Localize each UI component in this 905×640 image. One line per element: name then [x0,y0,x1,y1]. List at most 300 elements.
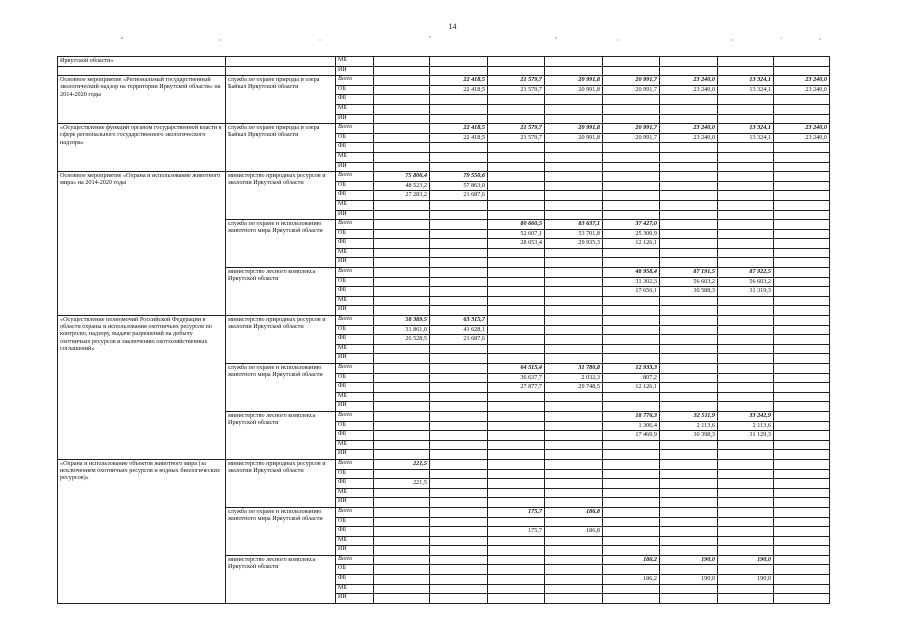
value-cell [774,316,830,326]
value-cell: 79 550,6 [430,172,488,182]
value-cell [774,584,830,594]
value-cell [430,248,488,258]
value-cell: 27 283,2 [374,191,430,201]
value-cell [430,210,488,220]
value-cell [488,143,545,153]
funding-source: ОБ [336,85,374,95]
value-cell [718,316,774,326]
value-cell: 37 427,0 [603,220,660,230]
value-cell [374,517,430,527]
value-cell [488,488,545,498]
value-cell [545,344,603,354]
value-cell: 31 861,0 [374,325,430,335]
value-cell [374,421,430,431]
value-cell [718,498,774,508]
funding-source: ФБ [336,239,374,249]
value-cell [430,383,488,393]
value-cell [374,143,430,153]
funding-source: ФБ [336,527,374,537]
value-cell [774,373,830,383]
measure-name: «Осуществление функций органом государственной власти в сфере регионального государственного экологического надзора» [58,124,226,172]
value-cell [774,507,830,517]
value-cell [660,239,718,249]
value-cell [603,536,660,546]
value-cell [660,392,718,402]
value-cell: 21 579,7 [488,124,545,134]
value-cell [430,411,488,421]
value-cell [374,575,430,585]
value-cell [774,555,830,565]
value-cell [718,536,774,546]
value-cell: 21 687,6 [430,335,488,345]
value-cell: 23 240,0 [660,85,718,95]
value-cell [660,258,718,268]
value-cell [660,479,718,489]
value-cell [545,181,603,191]
value-cell [660,459,718,469]
value-cell [488,450,545,460]
value-cell [660,162,718,172]
funding-source: Всего [336,172,374,182]
value-cell: 20 991,8 [545,76,603,86]
value-cell [603,527,660,537]
value-cell [774,220,830,230]
value-cell [660,344,718,354]
value-cell [545,172,603,182]
value-cell [374,258,430,268]
value-cell [488,287,545,297]
value-cell [488,555,545,565]
value-cell [430,354,488,364]
value-cell [718,296,774,306]
value-cell: 175,7 [488,527,545,537]
value-cell: 12 126,1 [603,383,660,393]
value-cell [545,498,603,508]
value-cell [774,277,830,287]
value-cell [774,469,830,479]
value-cell [430,104,488,114]
funding-source: ИИ [336,546,374,556]
value-cell [545,210,603,220]
value-cell [603,440,660,450]
funding-source: МБ [336,152,374,162]
value-cell [603,488,660,498]
header-row: Иркутской области» МБ [58,57,830,67]
value-cell [430,488,488,498]
value-cell [718,248,774,258]
value-cell: 31 319,3 [718,287,774,297]
value-cell: 64 515,4 [488,364,545,374]
value-cell [603,450,660,460]
value-cell [430,431,488,441]
value-cell [374,344,430,354]
value-cell [774,335,830,345]
value-cell [718,479,774,489]
value-cell [718,546,774,556]
funding-source: ИИ [336,306,374,316]
value-cell [660,316,718,326]
value-cell: 21 579,7 [488,133,545,143]
value-cell [545,268,603,278]
value-cell [774,594,830,604]
value-cell [374,507,430,517]
value-cell: 190,0 [718,575,774,585]
value-cell [430,450,488,460]
value-cell: 83 637,1 [545,220,603,230]
value-cell: 21 579,7 [488,76,545,86]
funding-source: ФБ [336,95,374,105]
value-cell: 12 126,1 [603,239,660,249]
value-cell [430,536,488,546]
value-cell [603,584,660,594]
value-cell [718,172,774,182]
value-cell [774,248,830,258]
value-cell [488,594,545,604]
value-cell [545,479,603,489]
executor-name: министерство лесного комплекса Иркутской области [226,268,336,316]
value-cell [545,546,603,556]
value-cell [374,527,430,537]
value-cell [603,296,660,306]
table-row [58,124,830,134]
funding-source: ИИ [336,162,374,172]
funding-source: МБ [336,392,374,402]
value-cell [430,584,488,594]
value-cell [718,306,774,316]
value-cell [488,296,545,306]
value-cell [660,114,718,124]
funding-source: МБ [336,440,374,450]
value-cell [374,133,430,143]
funding-source: МБ [336,488,374,498]
executor-name: служба по охране природы и озера Байкал Иркутской области [226,76,336,124]
funding-source: Всего [336,268,374,278]
value-cell [718,210,774,220]
value-cell [430,114,488,124]
funding-source: ФБ [336,335,374,345]
value-cell [545,162,603,172]
value-cell [718,392,774,402]
value-cell [374,287,430,297]
value-cell [774,440,830,450]
value-cell [603,248,660,258]
value-cell [603,546,660,556]
funding-source: ФБ [336,575,374,585]
funding-source: Всего [336,220,374,230]
value-cell [718,114,774,124]
value-cell [545,95,603,105]
value-cell: 25 300,9 [603,229,660,239]
table-row [58,172,830,182]
value-cell [718,191,774,201]
executor-name: министерство природных ресурсов и экологии Иркутской области [226,316,336,364]
value-cell [718,450,774,460]
value-cell [430,268,488,278]
value-cell: 87 191,5 [660,268,718,278]
value-cell [374,104,430,114]
table-row [58,76,830,86]
value-cell: 23 240,0 [660,133,718,143]
value-cell [660,306,718,316]
value-cell: 31 780,8 [545,364,603,374]
value-cell [774,411,830,421]
value-cell [660,181,718,191]
funding-source: МБ [336,104,374,114]
value-cell [718,335,774,345]
value-cell: 56 603,2 [718,277,774,287]
value-cell: 23 240,0 [660,76,718,86]
value-cell: 28 053,4 [488,239,545,249]
funding-source: ИИ [336,402,374,412]
value-cell [430,258,488,268]
value-cell: 26 528,5 [374,335,430,345]
value-cell [374,498,430,508]
value-cell: 21 579,7 [488,85,545,95]
funding-source: ФБ [336,479,374,489]
value-cell [374,277,430,287]
value-cell: 807,2 [603,373,660,383]
value-cell [430,95,488,105]
value-cell [603,181,660,191]
value-cell [718,344,774,354]
value-cell [774,114,830,124]
value-cell [660,229,718,239]
value-cell [545,258,603,268]
value-cell [718,383,774,393]
measure-name: Основное мероприятие «Охрана и использование животного мира» на 2014-2020 годы [58,172,226,316]
funding-source: Всего [336,124,374,134]
value-cell [718,364,774,374]
value-cell [660,354,718,364]
value-cell [545,450,603,460]
value-cell: 23 240,0 [774,124,830,134]
value-cell [430,200,488,210]
executor-name: министерство природных ресурсов и экологии Иркутской области [226,172,336,220]
value-cell [545,575,603,585]
value-cell [660,469,718,479]
value-cell [488,200,545,210]
value-cell [660,220,718,230]
executor-name: служба по охране природы и озера Байкал Иркутской области [226,124,336,172]
funding-source: ФБ [336,431,374,441]
value-cell [430,239,488,249]
executor-name: служба по охране и использованию животного мира Иркутской области [226,220,336,268]
measure-name: «Осуществление полномочий Российской Федерации в области охраны и использования охотничьих ресурсов по контролю, надзору, выдаче разрешений на добычу охотничьих ресурсов и заключению охотхозяйственных соглашений» [58,316,226,460]
value-cell [488,335,545,345]
value-cell: 20 991,8 [545,124,603,134]
value-cell [660,488,718,498]
value-cell [718,258,774,268]
value-cell [488,498,545,508]
value-cell [374,594,430,604]
value-cell [488,469,545,479]
value-cell [774,431,830,441]
value-cell [774,392,830,402]
value-cell [603,325,660,335]
value-cell [774,498,830,508]
value-cell [545,517,603,527]
value-cell [774,536,830,546]
value-cell [545,277,603,287]
value-cell [374,488,430,498]
value-cell [774,162,830,172]
funding-source: ФБ [336,143,374,153]
value-cell [718,162,774,172]
value-cell [718,488,774,498]
value-cell [603,114,660,124]
funding-source: ИИ [336,450,374,460]
value-cell: 21 687,6 [430,191,488,201]
value-cell [374,450,430,460]
value-cell [374,411,430,421]
value-cell [488,575,545,585]
value-cell [774,210,830,220]
value-cell [660,546,718,556]
funding-source: ОБ [336,133,374,143]
value-cell [718,527,774,537]
funding-source: МБ [336,584,374,594]
value-cell [374,555,430,565]
value-cell [718,373,774,383]
funding-source: Всего [336,316,374,326]
value-cell: 2 113,6 [718,421,774,431]
value-cell [545,536,603,546]
value-cell [545,421,603,431]
value-cell [718,143,774,153]
value-cell [718,152,774,162]
measure-name: «Охрана и использование объектов животного мира (за исключением охотничьих ресурсов и водных биологических ресурсов)» [58,459,226,603]
value-cell: 41 628,1 [430,325,488,335]
executor-name: министерство лесного комплекса Иркутской области [226,555,336,603]
value-cell: 2 113,6 [660,421,718,431]
value-cell: 13 324,1 [718,133,774,143]
value-cell [718,565,774,575]
value-cell [774,488,830,498]
value-cell: 13 324,1 [718,124,774,134]
value-cell [430,306,488,316]
value-cell [374,440,430,450]
value-cell: 190,0 [660,575,718,585]
executor-name: служба по охране и использованию животного мира Иркутской области [226,364,336,412]
value-cell [660,191,718,201]
value-cell [603,498,660,508]
value-cell [488,517,545,527]
value-cell [430,594,488,604]
value-cell [660,498,718,508]
value-cell: 2 032,3 [545,373,603,383]
value-cell [603,335,660,345]
value-cell: 36 637,7 [488,373,545,383]
value-cell [660,584,718,594]
value-cell [488,95,545,105]
value-cell: 52 607,1 [488,229,545,239]
value-cell [660,104,718,114]
value-cell [488,162,545,172]
value-cell [774,354,830,364]
value-cell: 87 922,5 [718,268,774,278]
value-cell [660,95,718,105]
page-number: 14 [448,22,457,31]
value-cell [488,191,545,201]
value-cell [374,536,430,546]
value-cell: 31 129,3 [718,431,774,441]
value-cell: 58 389,5 [374,316,430,326]
value-cell [374,229,430,239]
value-cell [545,488,603,498]
funding-source: ОБ [336,181,374,191]
value-cell [488,565,545,575]
value-cell [660,248,718,258]
value-cell [774,517,830,527]
value-cell [603,95,660,105]
value-cell [774,200,830,210]
funding-source: ОБ [336,373,374,383]
value-cell [374,162,430,172]
value-cell [603,143,660,153]
value-cell [488,316,545,326]
value-cell: 22 418,5 [430,85,488,95]
value-cell [488,421,545,431]
value-cell [545,565,603,575]
value-cell: 23 240,0 [774,76,830,86]
value-cell [430,479,488,489]
value-cell: 186,8 [545,507,603,517]
value-cell [430,555,488,565]
value-cell [774,479,830,489]
value-cell [488,258,545,268]
value-cell [430,373,488,383]
value-cell [430,277,488,287]
funding-source: ФБ [336,383,374,393]
value-cell [603,469,660,479]
value-cell [718,325,774,335]
value-cell [488,354,545,364]
value-cell [430,517,488,527]
funding-source: ОБ [336,421,374,431]
value-cell [603,104,660,114]
value-cell: 29 935,3 [545,239,603,249]
value-cell [774,459,830,469]
value-cell [718,594,774,604]
value-cell [660,373,718,383]
funding-source: Всего [336,459,374,469]
value-cell [660,200,718,210]
value-cell [545,469,603,479]
value-cell: 53 701,8 [545,229,603,239]
value-cell [603,354,660,364]
funding-source: ОБ [336,277,374,287]
value-cell [603,200,660,210]
value-cell [545,594,603,604]
value-cell [774,287,830,297]
value-cell: 13 324,1 [718,85,774,95]
value-cell [374,95,430,105]
value-cell [774,181,830,191]
value-cell: 30 588,3 [660,287,718,297]
value-cell [545,325,603,335]
value-cell [545,152,603,162]
value-cell [374,296,430,306]
table-row [58,316,830,326]
funding-source: ОБ [336,469,374,479]
value-cell [374,383,430,393]
value-cell [545,287,603,297]
value-cell: 57 863,0 [430,181,488,191]
value-cell: 20 991,7 [603,85,660,95]
value-cell [660,335,718,345]
value-cell [374,354,430,364]
value-cell [374,248,430,258]
